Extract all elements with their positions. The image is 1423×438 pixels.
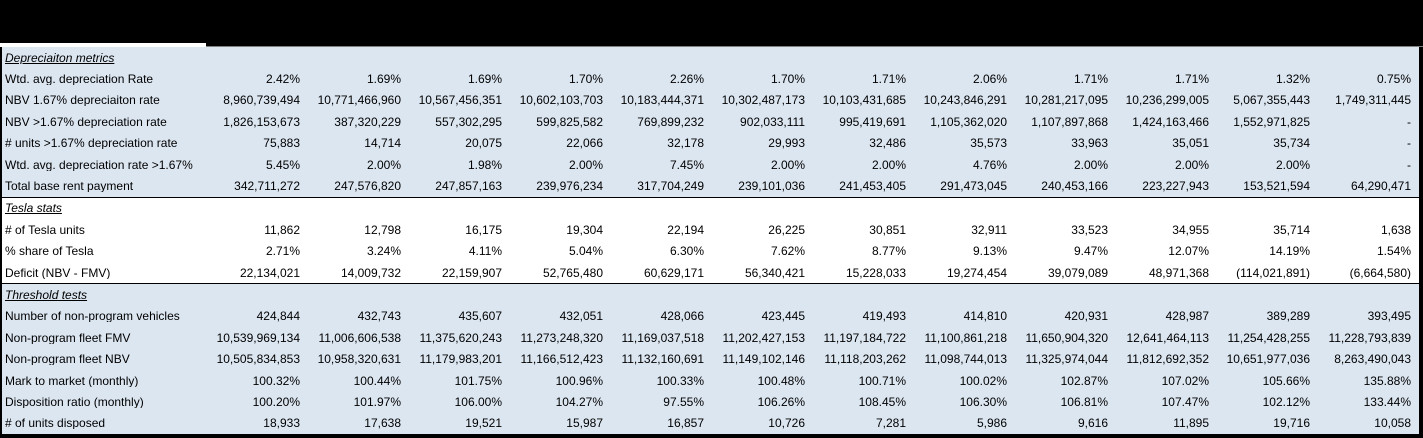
section-title: Threshold tests xyxy=(5,288,88,301)
value-cell: 107.02% xyxy=(1161,374,1209,387)
value-cell: 153,521,594 xyxy=(1243,180,1310,193)
value-cell: 107.47% xyxy=(1161,395,1209,408)
value-cell: 11,149,102,146 xyxy=(722,353,805,366)
value-cell: 39,079,089 xyxy=(1047,266,1108,279)
value-cell: 11,375,620,243 xyxy=(419,331,502,344)
value-cell: 239,101,036 xyxy=(738,180,805,193)
row-label: % share of Tesla xyxy=(5,245,94,258)
value-cell: 432,051 xyxy=(559,310,603,323)
value-cell: 35,734 xyxy=(1273,137,1310,150)
value-cell: 32,178 xyxy=(667,137,704,150)
value-cell: 0.75% xyxy=(1376,73,1411,86)
value-cell: 8.77% xyxy=(871,245,906,258)
value-cell: 10,771,466,960 xyxy=(317,94,401,107)
value-cell: 414,810 xyxy=(963,310,1007,323)
value-cell: 8,960,739,494 xyxy=(223,94,300,107)
top-black-band xyxy=(0,0,1423,43)
value-cell: 1,749,311,445 xyxy=(1335,94,1411,107)
value-cell: 223,227,943 xyxy=(1142,180,1209,193)
table-row xyxy=(2,306,1419,327)
value-cell: 5.04% xyxy=(568,245,603,258)
value-cell: 1,105,362,020 xyxy=(930,115,1007,128)
row-label: NBV >1.67% depreciation rate xyxy=(5,115,167,128)
value-cell: 10,243,846,291 xyxy=(923,94,1007,107)
table-row xyxy=(2,111,1419,132)
value-cell: 7.62% xyxy=(770,245,805,258)
value-cell: 11,325,974,044 xyxy=(1025,353,1108,366)
value-cell: 11,650,904,320 xyxy=(1025,331,1108,344)
section-header-row xyxy=(2,197,1419,219)
value-cell: 428,066 xyxy=(660,310,704,323)
value-cell: 599,825,582 xyxy=(536,115,603,128)
value-cell: 9,616 xyxy=(1077,417,1108,430)
value-cell: 105.66% xyxy=(1262,374,1310,387)
value-cell: 11,812,692,352 xyxy=(1126,353,1209,366)
value-cell: 317,704,249 xyxy=(637,180,704,193)
value-cell: 19,716 xyxy=(1273,417,1310,430)
value-cell: 11,197,184,722 xyxy=(823,331,906,344)
value-cell: 106.00% xyxy=(454,395,502,408)
value-cell: 97.55% xyxy=(663,395,704,408)
table-row xyxy=(2,68,1419,89)
value-cell: 20,075 xyxy=(465,137,502,150)
value-cell: 557,302,295 xyxy=(435,115,502,128)
value-cell: 2.00% xyxy=(770,158,805,171)
value-cell: 5,986 xyxy=(976,417,1007,430)
value-cell: 1.70% xyxy=(568,73,603,86)
value-cell: 1,107,897,868 xyxy=(1031,115,1108,128)
value-cell: 19,274,454 xyxy=(946,266,1007,279)
value-cell: 56,340,421 xyxy=(744,266,805,279)
value-cell: 419,493 xyxy=(862,310,906,323)
value-cell: 9.47% xyxy=(1073,245,1108,258)
value-cell: 2.00% xyxy=(871,158,906,171)
value-cell: 14.19% xyxy=(1269,245,1310,258)
value-cell: 2.71% xyxy=(265,245,300,258)
value-cell: 11,273,248,320 xyxy=(520,331,603,344)
value-cell: 14,714 xyxy=(364,137,401,150)
value-cell: 101.75% xyxy=(454,374,502,387)
value-cell: 106.30% xyxy=(959,395,1007,408)
value-cell: 2.00% xyxy=(366,158,401,171)
value-cell: 241,453,405 xyxy=(839,180,906,193)
value-cell: 19,304 xyxy=(566,223,603,236)
value-cell: 11,254,428,255 xyxy=(1227,331,1310,344)
value-cell: 247,857,163 xyxy=(435,180,502,193)
value-cell: 2.00% xyxy=(568,158,603,171)
row-label: Deficit (NBV - FMV) xyxy=(5,266,111,279)
value-cell: 22,066 xyxy=(566,137,603,150)
value-cell: 11,098,744,013 xyxy=(924,353,1007,366)
value-cell: 10,183,444,371 xyxy=(620,94,704,107)
value-cell: 35,573 xyxy=(970,137,1007,150)
value-cell: 102.12% xyxy=(1262,395,1310,408)
value-cell: - xyxy=(1407,137,1411,150)
row-label: Wtd. avg. depreciation Rate xyxy=(5,73,154,86)
value-cell: 432,743 xyxy=(357,310,401,323)
value-cell: 100.20% xyxy=(252,395,300,408)
value-cell: 6.30% xyxy=(669,245,704,258)
value-cell: 10,302,487,173 xyxy=(721,94,805,107)
table-row xyxy=(2,133,1419,154)
row-label: Mark to market (monthly) xyxy=(5,374,139,387)
value-cell: 15,228,033 xyxy=(845,266,906,279)
value-cell: 424,844 xyxy=(256,310,300,323)
value-cell: 22,194 xyxy=(667,223,704,236)
value-cell: 387,320,229 xyxy=(334,115,401,128)
value-cell: 19,521 xyxy=(465,417,502,430)
value-cell: 2.00% xyxy=(1073,158,1108,171)
value-cell: 52,765,480 xyxy=(542,266,603,279)
value-cell: 1,424,163,466 xyxy=(1132,115,1209,128)
value-cell: 11,006,606,538 xyxy=(318,331,401,344)
table-row xyxy=(2,413,1419,434)
value-cell: 1.69% xyxy=(366,73,401,86)
value-cell: 30,851 xyxy=(869,223,906,236)
row-label: Wtd. avg. depreciation rate >1.67% xyxy=(5,158,193,171)
value-cell: 35,051 xyxy=(1172,137,1209,150)
value-cell: 1,826,153,673 xyxy=(223,115,300,128)
value-cell: 5,067,355,443 xyxy=(1233,94,1310,107)
value-cell: 1.32% xyxy=(1275,73,1310,86)
value-cell: 10,651,977,036 xyxy=(1226,353,1310,366)
value-cell: 10,567,456,351 xyxy=(418,94,502,107)
row-label: NBV 1.67% depreciaiton rate xyxy=(5,94,160,107)
value-cell: 12.07% xyxy=(1168,245,1209,258)
value-cell: 32,911 xyxy=(971,223,1007,236)
table-row xyxy=(2,219,1419,240)
value-cell: 10,058 xyxy=(1374,417,1411,430)
value-cell: 48,971,368 xyxy=(1148,266,1209,279)
value-cell: 102.87% xyxy=(1060,374,1108,387)
value-cell: 34,955 xyxy=(1172,223,1209,236)
value-cell: 342,711,272 xyxy=(234,180,300,193)
value-cell: 75,883 xyxy=(263,137,300,150)
value-cell: 100.02% xyxy=(959,374,1007,387)
row-label: Non-program fleet NBV xyxy=(5,353,130,366)
section-header-row xyxy=(2,47,1419,68)
value-cell: 35,714 xyxy=(1273,223,1310,236)
value-cell: 64,290,471 xyxy=(1350,180,1411,193)
value-cell: 4.11% xyxy=(468,245,502,258)
value-cell: 11,862 xyxy=(264,223,300,236)
row-label: # of Tesla units xyxy=(5,223,85,236)
value-cell: 11,166,512,423 xyxy=(520,353,603,366)
row-label: Total base rent payment xyxy=(5,180,134,193)
value-cell: 106.26% xyxy=(757,395,805,408)
row-label: Number of non-program vehicles xyxy=(5,310,180,323)
row-label: # units >1.67% depreciation rate xyxy=(5,137,178,150)
value-cell: 11,169,037,518 xyxy=(621,331,704,344)
row-label: # of units disposed xyxy=(5,417,106,430)
value-cell: 393,495 xyxy=(1367,310,1411,323)
value-cell: 1.71% xyxy=(1073,73,1108,86)
value-cell: 18,933 xyxy=(263,417,300,430)
table-row xyxy=(2,370,1419,391)
value-cell: 10,103,431,685 xyxy=(822,94,906,107)
value-cell: 1.54% xyxy=(1376,245,1411,258)
value-cell: 106.81% xyxy=(1060,395,1108,408)
value-cell: 2.42% xyxy=(265,73,300,86)
value-cell: 10,539,969,134 xyxy=(216,331,300,344)
value-cell: 423,445 xyxy=(761,310,805,323)
value-cell: 1,552,971,825 xyxy=(1233,115,1310,128)
value-cell: 239,976,234 xyxy=(536,180,603,193)
value-cell: 8,263,490,043 xyxy=(1334,353,1411,366)
value-cell: 1.70% xyxy=(770,73,805,86)
value-cell: 100.33% xyxy=(656,374,704,387)
value-cell: 10,505,834,853 xyxy=(216,353,300,366)
value-cell: 16,857 xyxy=(667,417,704,430)
value-cell: 15,987 xyxy=(566,417,603,430)
value-cell: 7.45% xyxy=(669,158,704,171)
table-row xyxy=(2,241,1419,262)
value-cell: - xyxy=(1407,115,1411,128)
table-row xyxy=(2,262,1419,283)
table-row xyxy=(2,154,1419,175)
value-cell: 10,281,217,095 xyxy=(1024,94,1108,107)
value-cell: 420,931 xyxy=(1064,310,1108,323)
value-cell: 100.71% xyxy=(858,374,906,387)
value-cell: 9.13% xyxy=(972,245,1007,258)
value-cell: 11,179,983,201 xyxy=(419,353,502,366)
value-cell: 133.44% xyxy=(1363,395,1411,408)
value-cell: 100.96% xyxy=(555,374,603,387)
value-cell: 10,958,320,631 xyxy=(317,353,401,366)
value-cell: 14,009,732 xyxy=(340,266,401,279)
value-cell: 29,993 xyxy=(768,137,805,150)
value-cell: 11,202,427,153 xyxy=(722,331,805,344)
value-cell: 26,225 xyxy=(768,223,805,236)
value-cell: 11,100,861,218 xyxy=(924,331,1007,344)
value-cell: 100.48% xyxy=(757,374,805,387)
section-title: Depreciaiton metrics xyxy=(5,51,115,64)
value-cell: 769,899,232 xyxy=(637,115,704,128)
value-cell: 22,159,907 xyxy=(441,266,502,279)
value-cell: 428,987 xyxy=(1165,310,1209,323)
value-cell: 11,895 xyxy=(1173,417,1209,430)
value-cell: 108.45% xyxy=(858,395,906,408)
value-cell: 11,118,203,262 xyxy=(824,353,906,366)
value-cell: 247,576,820 xyxy=(334,180,401,193)
value-cell: 1.98% xyxy=(467,158,502,171)
table-row xyxy=(2,391,1419,412)
value-cell: 1.69% xyxy=(467,73,502,86)
section-header-row xyxy=(2,283,1419,305)
value-cell: 1,638 xyxy=(1380,223,1411,236)
value-cell: 240,453,166 xyxy=(1041,180,1108,193)
value-cell: 1.71% xyxy=(1174,73,1209,86)
value-cell: 12,798 xyxy=(364,223,401,236)
value-cell: 435,607 xyxy=(458,310,502,323)
value-cell: 7,281 xyxy=(875,417,906,430)
value-cell: - xyxy=(1407,158,1411,171)
value-cell: 11,132,160,691 xyxy=(621,353,704,366)
value-cell: 2.00% xyxy=(1275,158,1310,171)
table-row xyxy=(2,90,1419,111)
value-cell: 12,641,464,113 xyxy=(1126,331,1209,344)
value-cell: 135.88% xyxy=(1363,374,1411,387)
value-cell: 2.06% xyxy=(972,73,1007,86)
value-cell: 995,419,691 xyxy=(839,115,906,128)
value-cell: 4.76% xyxy=(972,158,1007,171)
value-cell: 100.44% xyxy=(353,374,401,387)
value-cell: 2.00% xyxy=(1174,158,1209,171)
value-cell: 16,175 xyxy=(465,223,502,236)
value-cell: 10,602,103,703 xyxy=(519,94,603,107)
table-row xyxy=(2,175,1419,196)
value-cell: 100.32% xyxy=(252,374,300,387)
value-cell: 3.24% xyxy=(366,245,401,258)
metrics-table xyxy=(0,47,1423,434)
row-label: Disposition ratio (monthly) xyxy=(5,395,144,408)
value-cell: 1.71% xyxy=(871,73,906,86)
section-title: Tesla stats xyxy=(5,202,62,215)
value-cell: (114,021,891) xyxy=(1236,266,1310,279)
value-cell: 32,486 xyxy=(869,137,906,150)
value-cell: 5.45% xyxy=(265,158,300,171)
value-cell: 2.26% xyxy=(669,73,704,86)
row-label: Non-program fleet FMV xyxy=(5,331,131,344)
value-cell: (6,664,580) xyxy=(1349,266,1411,279)
value-cell: 389,289 xyxy=(1266,310,1310,323)
value-cell: 33,963 xyxy=(1071,137,1108,150)
value-cell: 291,473,045 xyxy=(940,180,1007,193)
value-cell: 902,033,111 xyxy=(740,115,805,128)
value-cell: 22,134,021 xyxy=(239,266,300,279)
value-cell: 17,638 xyxy=(364,417,401,430)
table-row xyxy=(2,348,1419,369)
value-cell: 11,228,793,839 xyxy=(1328,331,1411,344)
value-cell: 10,726 xyxy=(768,417,805,430)
value-cell: 60,629,171 xyxy=(643,266,704,279)
value-cell: 10,236,299,005 xyxy=(1125,94,1209,107)
value-cell: 104.27% xyxy=(555,395,603,408)
value-cell: 33,523 xyxy=(1071,223,1108,236)
value-cell: 101.97% xyxy=(353,395,401,408)
table-row xyxy=(2,327,1419,348)
